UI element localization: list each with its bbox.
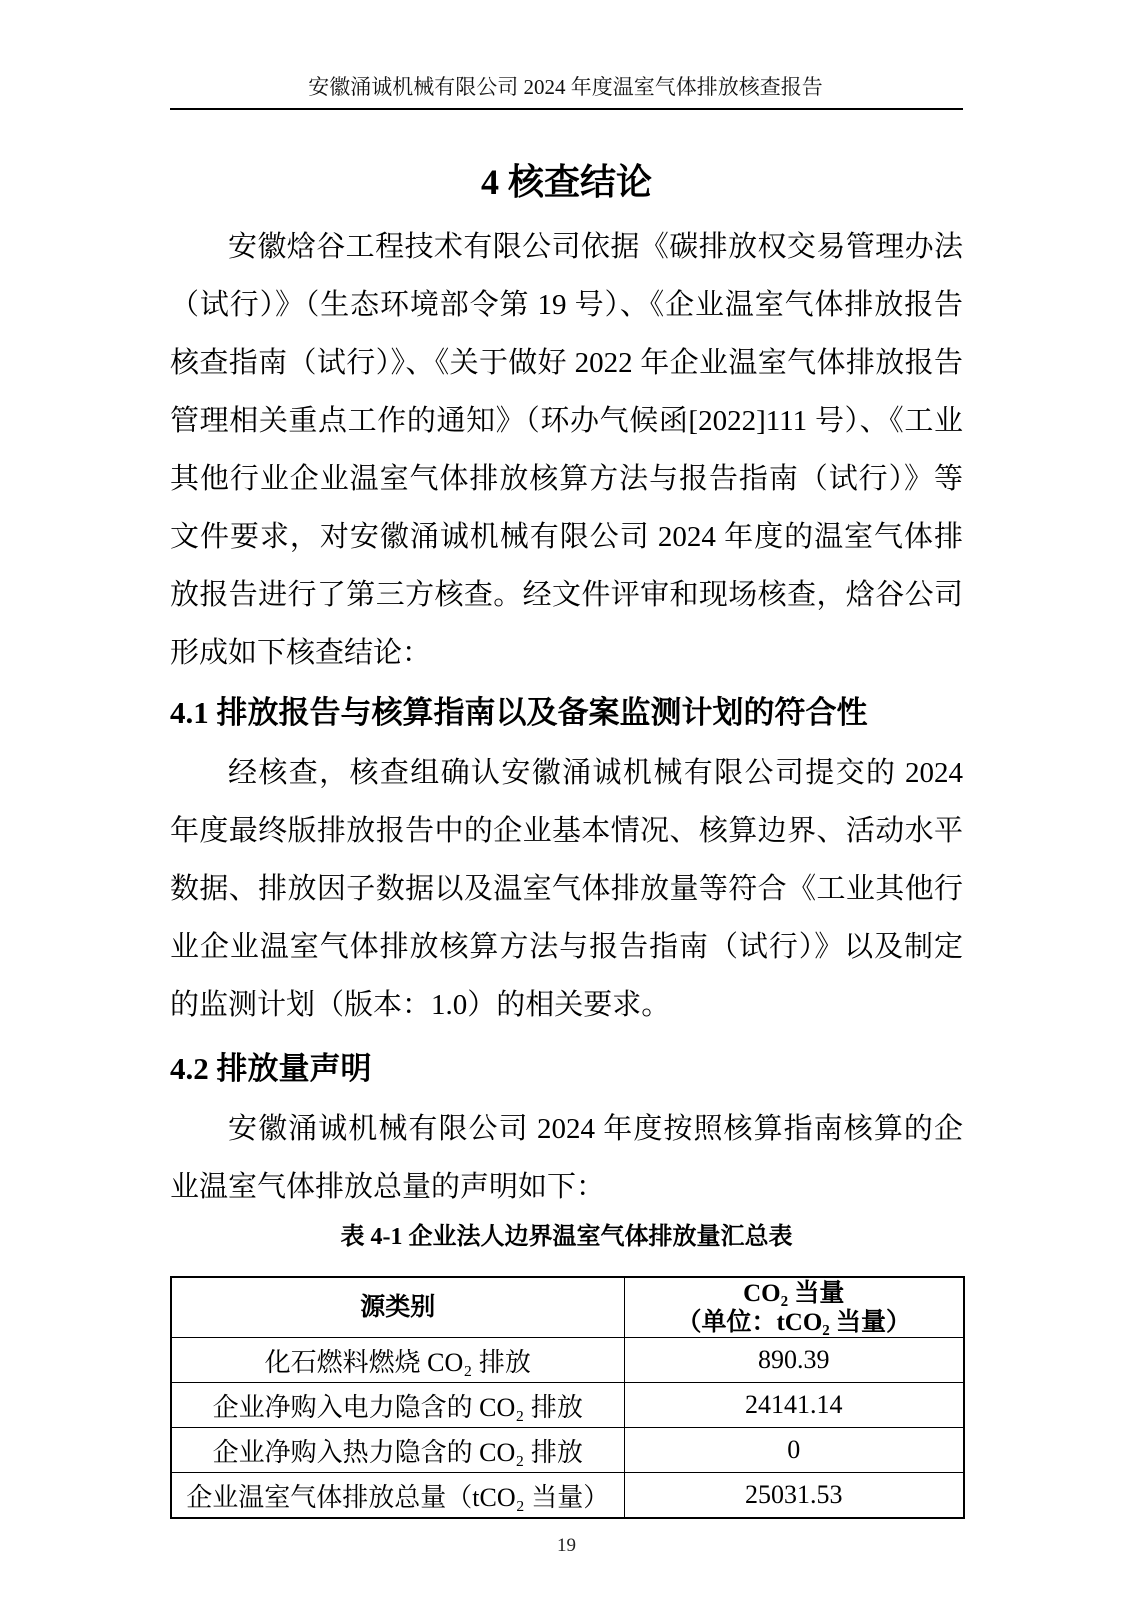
table-header-row — [171, 1277, 964, 1338]
chapter-intro-paragraph: 安徽焓谷工程技术有限公司依据《碳排放权交易管理办法（试行）》（生态环境部令第 19 号）、《企业温室气体排放报告核查指南（试行）》、《关于做好 2022 年企业温室气体排放报告管理相关重点工作的通知》（环办气候函[2022]111 号）、《工业其他行业企业温室气体排放核算方法与报告指南（试行）》等文件要求，对安徽涌诚机械有限公司 2024 年度的温室气体排放报告进行了第三方核查。经文件评审和现场核查，焓谷公司形成如下核查结论： — [170, 231, 963, 669]
value-cell: 24141.14 — [624, 1383, 964, 1428]
co2-equivalent-label: CO₂ 当量 — [743, 1279, 845, 1307]
header-rule — [170, 108, 963, 110]
value-cell: 890.39 — [624, 1338, 964, 1383]
co2-equivalent-unit: （单位：tCO₂ 当量） — [676, 1308, 912, 1336]
table-row — [171, 1428, 964, 1473]
chapter-title: 4 核查结论 — [480, 162, 652, 202]
table-row — [171, 1338, 964, 1383]
page-number: 19 — [557, 1535, 576, 1556]
source-cell: 企业净购入热力隐含的 CO₂ 排放 — [171, 1428, 624, 1473]
source-cell: 企业净购入电力隐含的 CO₂ 排放 — [171, 1383, 624, 1428]
section-4-1-heading: 4.1 排放报告与核算指南以及备案监测计划的符合性 — [170, 695, 868, 730]
value-cell: 25031.53 — [624, 1473, 964, 1519]
table-row — [171, 1383, 964, 1428]
column-header-co2-equivalent — [624, 1277, 964, 1338]
table-row — [171, 1473, 964, 1519]
running-header-title: 安徽涌诚机械有限公司 2024 年度温室气体排放核查报告 — [308, 75, 823, 99]
section-4-1-paragraph: 经核查，核查组确认安徽涌诚机械有限公司提交的 2024 年度最终版排放报告中的企业基本情况、核算边界、活动水平数据、排放因子数据以及温室气体排放量等符合《工业其他行业企业温室气体排放核算方法与报告指南（试行）》以及制定的监测计划（版本：1.0）的相关要求。 — [170, 757, 963, 1021]
table-caption: 表 4-1 企业法人边界温室气体排放量汇总表 — [340, 1224, 793, 1250]
source-cell: 企业温室气体排放总量（tCO₂ 当量） — [171, 1473, 624, 1519]
value-cell: 0 — [624, 1428, 964, 1473]
column-header-source-category: 源类别 — [171, 1277, 624, 1338]
page-content — [170, 158, 963, 1557]
emissions-summary-table — [170, 1276, 965, 1519]
section-4-2-paragraph: 安徽涌诚机械有限公司 2024 年度按照核算指南核算的企业温室气体排放总量的声明如下： — [170, 1113, 963, 1203]
section-4-2-heading: 4.2 排放量声明 — [170, 1051, 372, 1086]
source-cell: 化石燃料燃烧 CO₂ 排放 — [171, 1338, 624, 1383]
